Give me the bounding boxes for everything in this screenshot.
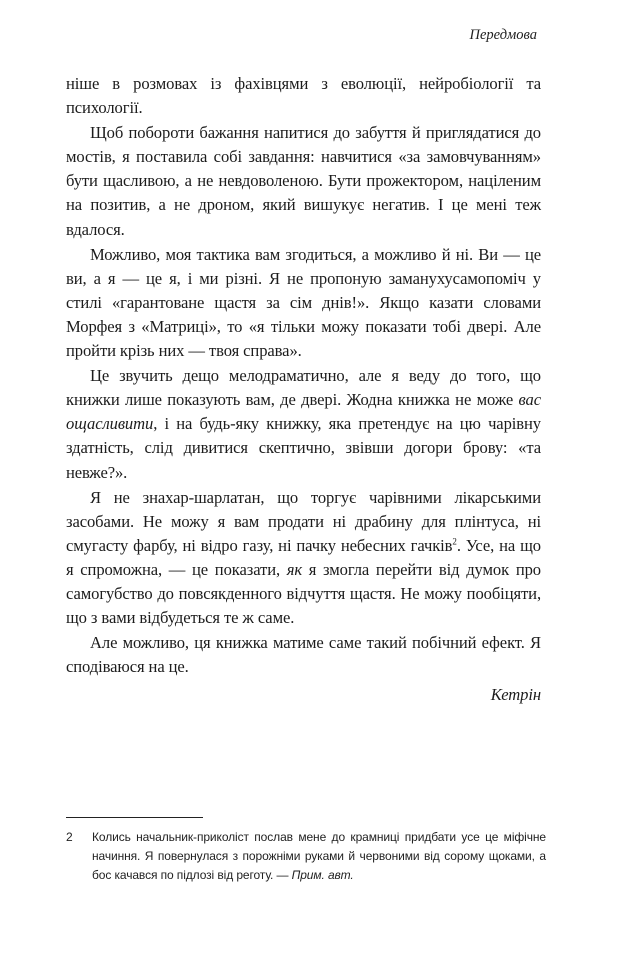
emphasis: як (286, 559, 303, 579)
footnote-number: 2 (66, 830, 73, 844)
paragraph: Щоб побороти бажання напитися до забуття й приглядатися до мостів, я поставила собі завдання: навчитися «за замовчуванням» бути щасливою, а не невдоволеною. Бути прожектором, націленим на позитив, а не дроном, який вишукує негатив. І це мені теж вдалося. (66, 123, 541, 239)
footnote-ref[interactable]: 2 (452, 536, 457, 547)
text-run: , і на будь-яку книжку, яка претендує на цю чарівну здатність, слід дивитися скептично, звівши догори брову: «та невже?». (66, 414, 541, 482)
main-text (66, 72, 541, 708)
paragraph (66, 486, 541, 631)
footnote-text: Колись начальник-приколіст послав мене до крамниці придбати усе це міфічне начиння. Я повернулася з порожніми руками й червоними від сорому щоками, а бос качався по підлозі від реготу. — (92, 830, 546, 883)
paragraph: Можливо, моя тактика вам згодиться, а можливо й ні. Ви — це ви, а я — це я, і ми різні. Я не пропоную заманухусамопоміч у стилі «гарантоване щастя за сім днів!». Якщо казати словами Морфея з «Матриці», то «я тільки можу показати тобі двері. Але пройти крізь них — твоя справа». (66, 244, 541, 361)
paragraph (66, 364, 541, 484)
paragraph: ніше в розмовах із фахівцями з еволюції, нейробіології та психології. (66, 74, 541, 118)
running-head: Передмова (469, 27, 537, 43)
footnote-note: Прим. авт. (291, 868, 354, 883)
footnote-divider (66, 817, 203, 818)
text-run: я змогла перейти від думок про самогубство до повсякденного відчуття щастя. Не можу пообіцяти, що з вами відбудеться те ж саме. (66, 559, 542, 628)
signature: Кетрін (490, 685, 541, 705)
text-run: . Усе, на що я спроможна, — це показати, (66, 535, 541, 579)
footnote (66, 828, 546, 886)
paragraph: Але можливо, ця книжка матиме саме такий побічний ефект. Я сподіваюся на це. (66, 633, 541, 677)
footnote-body (92, 828, 546, 886)
text-run: Я не знахар-шарлатан, що торгує чарівними лікарськими засобами. Не можу я вам продати ні драбину для плінтуса, ні смугасту фарбу, ні відро газу, ні пачку небесних гачків (66, 487, 541, 555)
emphasis: вас ощасливити (66, 390, 541, 434)
text-run: Це звучить дещо мелодраматично, але я веду до того, що книжки лише показують вам, де двері. Жодна книжка не може (66, 366, 541, 410)
